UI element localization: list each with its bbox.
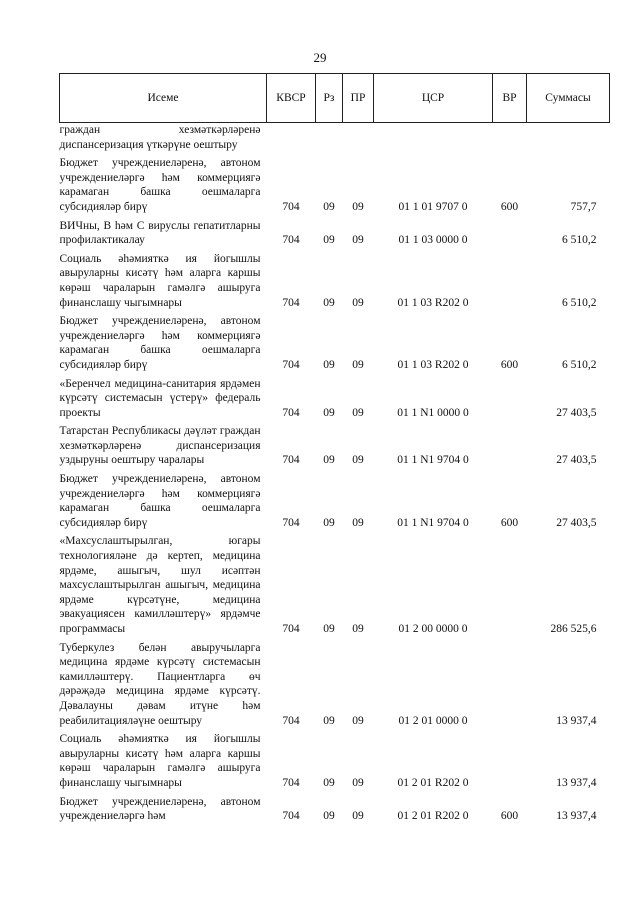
kvsr-cell: 704 [282,516,300,529]
kvsr-cell: 704 [282,623,300,635]
table-row [60,156,610,218]
rz-cell: 09 [323,358,335,371]
header-sum: Суммасы [527,74,610,123]
vr-cell: 600 [500,516,519,529]
budget-table [59,73,610,828]
rz-cell: 09 [323,234,335,247]
sum-cell [527,123,610,157]
name-cell: Бюджет учреждениеләренә, автоном учреждениеләргә һәм коммерциягә карамаган башка оешмаларга субсидияләр бирү [59,157,261,213]
pr-cell: 09 [352,358,364,371]
vr-cell: 600 [500,200,519,213]
kvsr-cell: 704 [282,234,300,247]
kvsr-cell: 704 [282,358,300,371]
table-row [60,732,610,794]
sum-cell: 757,7 [570,200,597,213]
table-row [60,795,610,828]
name-cell: Туберкулез белән авыручыларга медицина ярдәме күрсәтү системасын камилләштерү. Пациентларга өч дәрәҗәдә медицина ярдәме күрсәтү. Дәвалауны дәвам итүне һәм реабилитацияләүне оештыру [59,641,261,727]
rz-cell: 09 [323,200,335,213]
csr-cell: 01 1 N1 9704 0 [397,454,469,467]
rz-cell: 09 [323,776,335,789]
kvsr-cell: 704 [282,454,300,467]
page-number: 29 [313,50,327,65]
table-row [60,424,610,472]
pr-cell [343,123,374,157]
rz-cell: 09 [323,623,335,635]
pr-cell: 09 [352,296,364,309]
csr-cell: 01 2 01 R202 0 [397,776,469,789]
name-cell: Бюджет учреждениеләренә, автоном учреждениеләргә һәм коммерциягә карамаган башка оешмаларга субсидияләр бирү [59,473,261,529]
sum-cell: 13 937,4 [556,714,597,727]
pr-cell: 09 [352,200,364,213]
vr-cell [493,534,527,640]
kvsr-cell [267,123,316,157]
name-cell: Социаль әһәмияткә ия йогышлы авыруларны кисәтү һәм аларга каршы көрәш чараларын гамәлгә ашыруга финанслашу чыгымнары [59,733,261,789]
header-kvsr: КВСР [267,74,316,123]
csr-cell: 01 1 03 0000 0 [398,234,468,247]
table-row [60,252,610,314]
pr-cell: 09 [352,810,364,823]
pr-cell: 09 [352,623,364,635]
sum-cell: 6 510,2 [562,358,597,371]
name-cell: «Махсуслаштырылган, югары технологияләне дә кертеп, медицина ярдәме, ашыгыч, шул исәптән махсуслаштырылган ашыгыч, медицина ярдәме күрсәтүне, медицина эвакуациясен камилләштерү» ярдәмче программасы [59,535,261,635]
vr-cell [493,123,527,157]
csr-cell [374,123,493,157]
sum-cell: 27 403,5 [556,406,597,419]
sum-cell: 27 403,5 [556,454,597,467]
header-name: Исеме [60,74,267,123]
header-rz: Рз [316,74,343,123]
table-row [60,219,610,252]
vr-cell: 600 [500,358,519,371]
kvsr-cell: 704 [282,406,300,419]
sum-cell: 13 937,4 [556,810,597,823]
rz-cell [316,123,343,157]
vr-cell: 600 [500,810,519,823]
table-row [60,123,610,157]
name-cell: Социаль әһәмияткә ия йогышлы авыруларны кисәтү һәм аларга каршы көрәш чараларын гамәлгә ашыруга финанслашу чыгымнары [59,252,261,309]
sum-cell: 27 403,5 [556,516,597,529]
name-cell: Бюджет учреждениеләренә, автоном учреждениеләргә һәм коммерциягә карамаган башка оешмаларга субсидияләр бирү [59,315,261,371]
csr-cell: 01 1 N1 0000 0 [397,406,469,419]
name-cell: Бюджет учреждениеләренә, автоном учреждениеләргә һәм [59,795,261,823]
table-row [60,314,610,376]
vr-cell [493,424,527,472]
table-row [60,534,610,640]
vr-cell [493,252,527,314]
csr-cell: 01 1 03 R202 0 [397,296,469,309]
name-cell: граждан хезмәткәрләренә диспансеризация үткәрүне оештыру [59,124,261,151]
header-pr: ПР [343,74,374,123]
csr-cell: 01 2 00 0000 0 [398,623,468,635]
rz-cell: 09 [323,406,335,419]
rz-cell: 09 [323,810,335,823]
kvsr-cell: 704 [282,776,300,789]
csr-cell: 01 2 01 0000 0 [398,714,468,727]
csr-cell: 01 2 01 R202 0 [397,810,469,823]
sum-cell: 286 525,6 [550,623,597,635]
kvsr-cell: 704 [282,296,300,309]
vr-cell [493,219,527,252]
vr-cell [493,641,527,733]
table-row [60,377,610,425]
rz-cell: 09 [323,296,335,309]
table-row [60,641,610,733]
kvsr-cell: 704 [282,714,300,727]
pr-cell: 09 [352,454,364,467]
rz-cell: 09 [323,516,335,529]
table-header-row [60,74,610,123]
name-cell: Татарстан Республикасы дәүләт граждан хезмәткәрләренә диспансеризация уздыруны оештыру чаралары [59,425,261,467]
pr-cell: 09 [352,406,364,419]
kvsr-cell: 704 [282,810,300,823]
csr-cell: 01 1 03 R202 0 [397,358,469,371]
name-cell: «Беренчел медицина-санитария ярдәмен күрсәтү системасын үстерү» федераль проекты [59,377,261,419]
rz-cell: 09 [323,714,335,727]
csr-cell: 01 1 01 9707 0 [398,200,468,213]
csr-cell: 01 1 N1 9704 0 [397,516,469,529]
rz-cell: 09 [323,454,335,467]
pr-cell: 09 [352,776,364,789]
vr-cell [493,732,527,794]
table-row [60,472,610,534]
sum-cell: 6 510,2 [562,234,597,247]
kvsr-cell: 704 [282,200,300,213]
name-cell: ВИЧны, В һәм С вируслы гепатитларны профилактикалау [59,219,261,247]
vr-cell [493,377,527,425]
header-csr: ЦСР [374,74,493,123]
pr-cell: 09 [352,714,364,727]
sum-cell: 13 937,4 [556,776,597,789]
pr-cell: 09 [352,234,364,247]
header-vr: ВР [493,74,527,123]
sum-cell: 6 510,2 [562,296,597,309]
pr-cell: 09 [352,516,364,529]
